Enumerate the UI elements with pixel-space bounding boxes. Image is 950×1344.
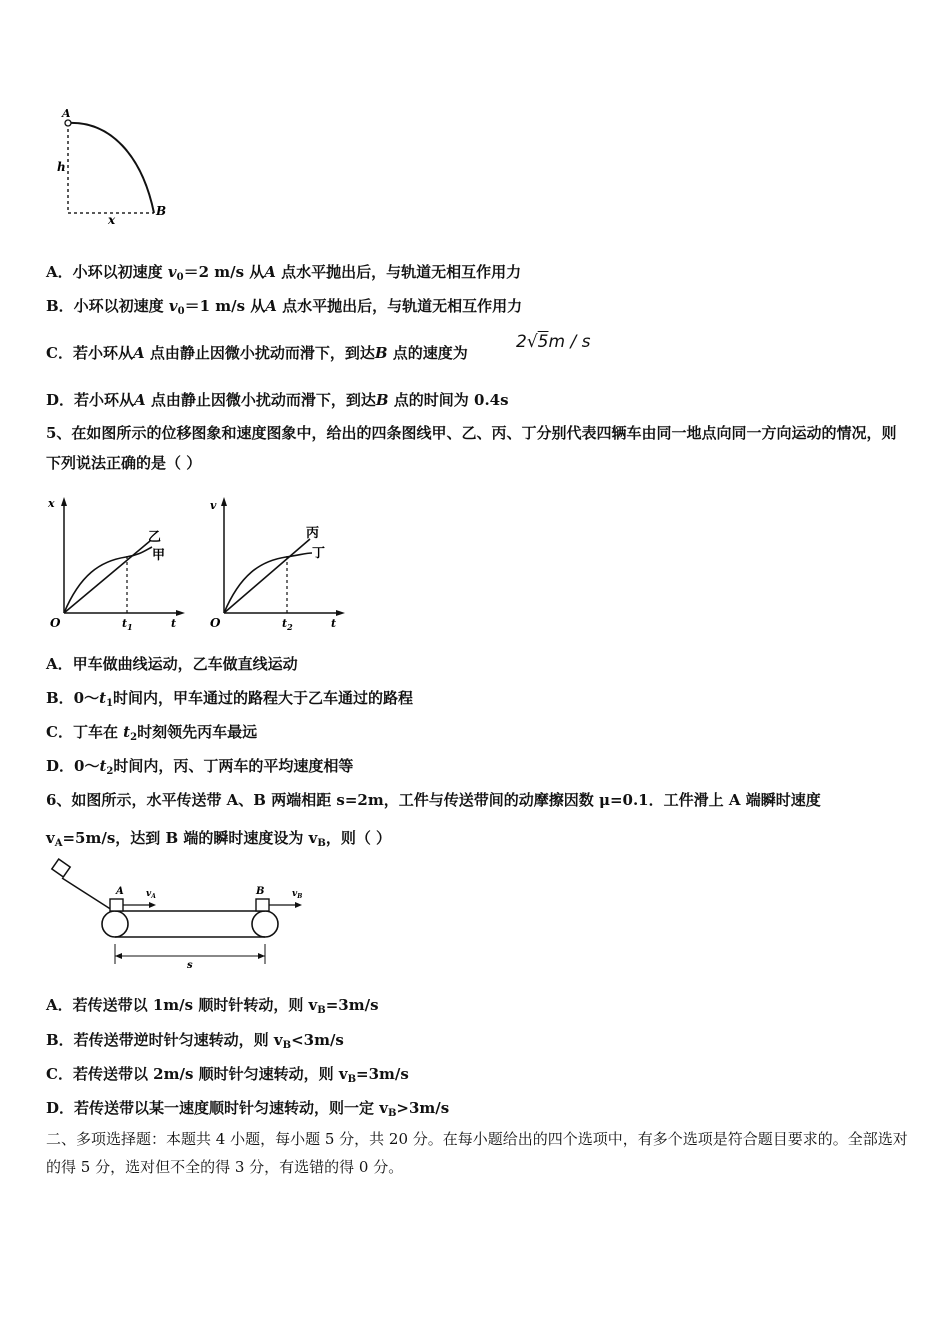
label-b: B — [256, 886, 265, 897]
line-yi — [64, 541, 150, 613]
q4-option-b: B．小环以初速度 $v_0=1$ m/s 从A 点水平抛出后，与轨道无相互作用力 — [46, 297, 523, 317]
curve-ding — [224, 553, 312, 613]
left-roller — [102, 911, 128, 937]
ramp — [62, 878, 112, 910]
q5-option-d: D．$0\sim t_2$时间内，丙、丁两车的平均速度相等 — [46, 757, 354, 777]
label-x: x — [108, 213, 116, 227]
label-a: A — [116, 886, 124, 897]
q5-option-c: C．丁车在 $t_2$时刻领先丙车最远 — [46, 723, 258, 743]
workpiece-b — [256, 899, 269, 911]
label-va: $v_A$ — [146, 889, 156, 900]
q4-option-a: A．小环以初速度 $v_0=2$ m/s 从A 点水平抛出后，与轨道无相互作用力 — [46, 263, 522, 283]
right-roller — [252, 911, 278, 937]
velocity-time-graph — [200, 495, 350, 635]
q4-option-d: D．若小环从A 点由静止因微小扰动而滑下，到达B 点的时间为 0.4s — [46, 391, 509, 409]
label-jia: 甲 — [152, 548, 166, 563]
q4-option-c: C．若小环从A 点由静止因微小扰动而滑下，到达B 点的速度为 — [46, 344, 468, 362]
y-axis-label: v — [210, 499, 217, 512]
track-curve — [68, 123, 154, 213]
t1-label: $t_1$ — [122, 617, 133, 632]
q6-option-a: A．若传送带以 1m/s 顺时针转动，则 $v_B=3m/s$ — [46, 996, 379, 1016]
workpiece-on-ramp — [52, 859, 70, 877]
q6-option-c: C．若传送带以 2m/s 顺时针匀速转动，则 $v_B=3m/s$ — [46, 1065, 409, 1085]
track-figure — [50, 105, 180, 230]
label-b: B — [156, 204, 167, 218]
q5-option-a: A．甲车做曲线运动，乙车做直线运动 — [46, 655, 298, 673]
origin-label: O — [50, 616, 61, 630]
x-axis-label: t — [171, 617, 177, 630]
q6-stem-line1: 6、如图所示，水平传送带 A、B 两端相距 s=2m，工件与传送带间的动摩擦因数 μ=0.1．工件滑上 A 端瞬时速度 — [46, 791, 821, 809]
label-h: h — [57, 160, 66, 174]
label-bing: 丙 — [306, 526, 320, 541]
workpiece-a — [110, 899, 123, 911]
label-s: s — [187, 960, 193, 971]
conveyor-belt-figure — [40, 858, 320, 973]
label-vb: $v_B$ — [292, 889, 303, 900]
q6-option-b: B．若传送带逆时针匀速转动，则 $v_B<3m/s$ — [46, 1031, 344, 1051]
ring — [65, 120, 71, 126]
origin-label: O — [210, 616, 221, 630]
q6-stem-line2: $v_A=5m/s$，达到 B 端的瞬时速度设为 $v_B$，则（ ） — [46, 829, 392, 849]
x-axis-label: t — [331, 617, 337, 630]
speed-expression: 2√5m / s — [516, 332, 591, 352]
label-yi: 乙 — [148, 530, 162, 545]
displacement-time-graph — [40, 495, 190, 635]
label-a: A — [62, 107, 71, 120]
curve-jia — [64, 547, 152, 613]
q5-stem: 5、在如图所示的位移图象和速度图象中，给出的四条图线甲、乙、丙、丁分别代表四辆车由同一地点向同一方向运动的情况，则下列说法正确的是（ ） — [46, 424, 897, 472]
label-ding: 丁 — [312, 546, 326, 561]
t2-label: $t_2$ — [282, 617, 293, 632]
q6-option-d: D．若传送带以某一速度顺时针匀速转动，则一定 $v_B>3m/s$ — [46, 1099, 450, 1119]
line-bing — [224, 539, 310, 613]
y-axis-label: x — [48, 497, 55, 510]
q5-option-b: B．$0\sim t_1$时间内，甲车通过的路程大于乙车通过的路程 — [46, 689, 414, 709]
section2-instructions: 二、多项选择题：本题共 4 小题，每小题 5 分，共 20 分。在每小题给出的四个选项中，有多个选项是符合题目要求的。全部选对的得 5 分，选对但不全的得 3 分，有选错的得 0 分。 — [46, 1130, 908, 1176]
